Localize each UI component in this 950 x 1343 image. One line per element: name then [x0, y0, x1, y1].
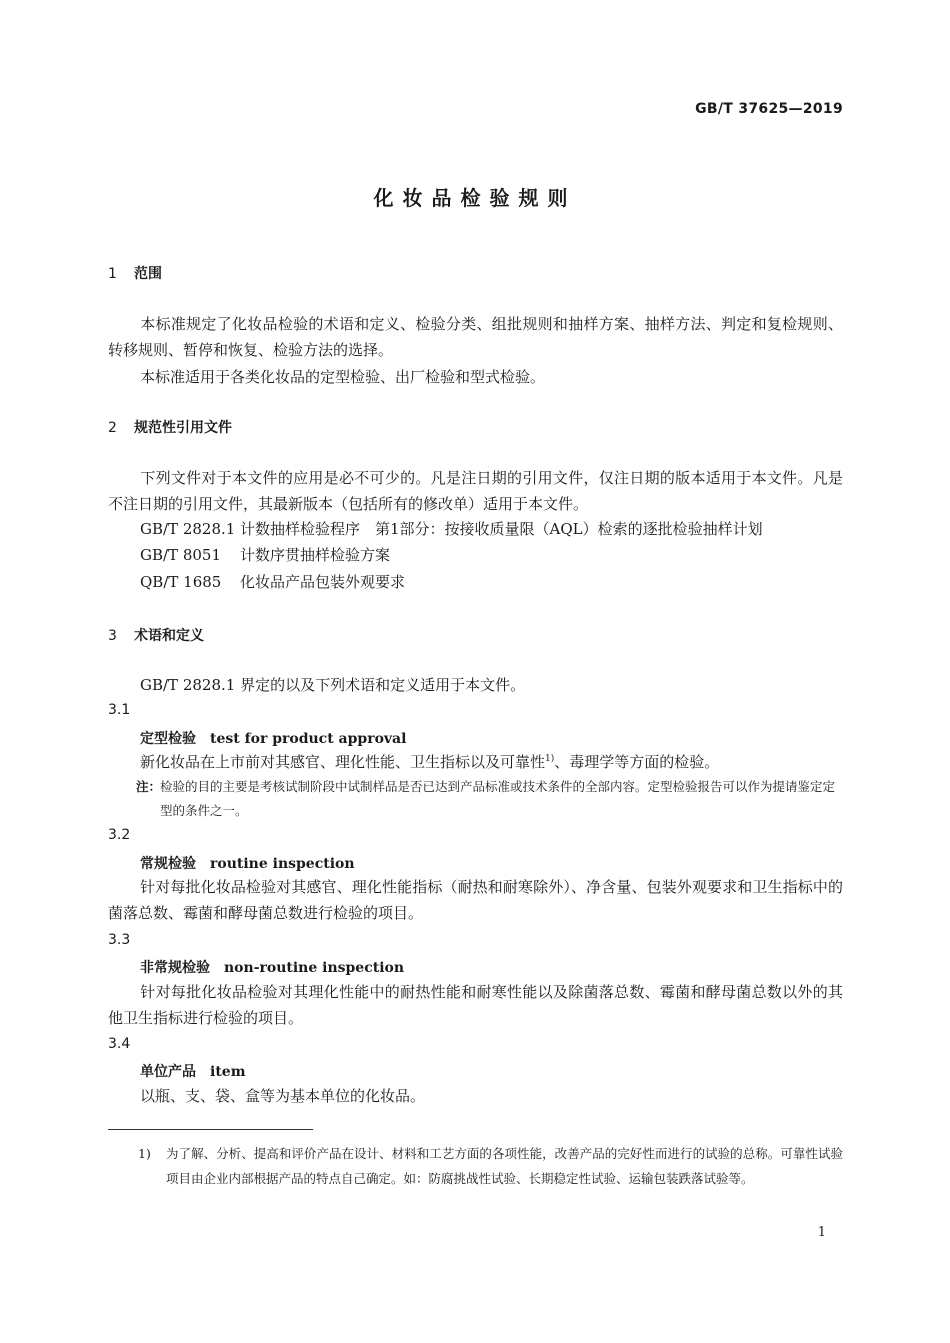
normative-reference — [140, 544, 390, 565]
term-en: item — [210, 1064, 246, 1080]
term-en: routine inspection — [210, 856, 355, 872]
reference-title: 计数序贯抽样检验方案 — [240, 546, 391, 564]
term-zh: 非常规检验 — [140, 960, 210, 976]
section-1-paragraph-1: 本标准规定了化妆品检验的术语和定义、检验分类、组批规则和抽样方案、抽样方法、判定和复检规则、转移规则、暂停和恢复、检验方法的选择。 — [108, 315, 843, 359]
section-1-paragraph-2: 本标准适用于各类化妆品的定型检验、出厂检验和型式检验。 — [140, 368, 546, 386]
term-en: test for product approval — [210, 731, 407, 747]
term-definition: 新化妆品在上市前对其感官、理化性能、卫生指标以及可靠性$^{1)}$、毒理学等方面的检验。 — [140, 753, 720, 771]
standard-code: GB/T 37625—2019 — [695, 101, 843, 117]
footnote-separator — [108, 1129, 313, 1130]
section-3-heading — [108, 625, 204, 645]
section-2-title: 规范性引用文件 — [134, 420, 232, 436]
section-2-heading — [108, 417, 232, 437]
reference-code: QB/T 1685 — [140, 573, 222, 591]
page-number: 1 — [817, 1225, 826, 1240]
section-1-title: 范围 — [134, 266, 162, 282]
term-zh: 单位产品 — [140, 1064, 196, 1080]
term-definition: 针对每批化妆品检验对其理化性能中的耐热性能和耐寒性能以及除菌落总数、霉菌和酵母菌总数以外的其他卫生指标进行检验的项目。 — [108, 983, 843, 1027]
term-heading — [140, 957, 404, 977]
note-text: 检验的目的主要是考核试制阶段中试制样品是否已达到产品标准或技术条件的全部内容。定型检验报告可以作为提请鉴定定型的条件之一。 — [160, 779, 836, 818]
section-2-paragraph-1: 下列文件对于本文件的应用是必不可少的。凡是注日期的引用文件，仅注日期的版本适用于本文件。凡是不注日期的引用文件，其最新版本（包括所有的修改单）适用于本文件。 — [108, 469, 843, 513]
section-1-heading — [108, 263, 162, 283]
footnote-number: 1) — [138, 1146, 151, 1161]
term-definition: 以瓶、支、袋、盒等为基本单位的化妆品。 — [140, 1087, 426, 1105]
note-label: 注： — [136, 779, 162, 794]
term-zh: 定型检验 — [140, 731, 196, 747]
term-en: non-routine inspection — [224, 960, 405, 976]
footnote-ref: 1) — [545, 754, 555, 764]
reference-code: GB/T 8051 — [140, 546, 222, 564]
normative-reference — [140, 518, 763, 539]
footnote-text: 为了解、分析、提高和评价产品在设计、材料和工艺方面的各项性能，改善产品的完好性而进行的试验的总称。可靠性试验项目由企业内部根据产品的特点自己确定。如：防腐挑战性试验、长期稳定性试验、运输包装跌落试验等。 — [166, 1146, 843, 1186]
term-number: 3.2 — [108, 827, 131, 843]
term-heading — [140, 1061, 246, 1081]
term-zh: 常规检验 — [140, 856, 196, 872]
section-3-number: 3 — [108, 628, 117, 644]
term-definition: 针对每批化妆品检验对其感官、理化性能指标（耐热和耐寒除外）、净含量、包装外观要求和卫生指标中的菌落总数、霉菌和酵母菌总数进行检验的项目。 — [108, 878, 843, 922]
reference-code: GB/T 2828.1 — [140, 520, 236, 538]
reference-title: 计数抽样检验程序 第1部分：按接收质量限（AQL）检索的逐批检验抽样计划 — [240, 520, 763, 538]
footnote — [108, 1141, 843, 1191]
section-3-title: 术语和定义 — [134, 628, 204, 644]
term-number: 3.3 — [108, 932, 131, 948]
term-number: 3.1 — [108, 702, 131, 718]
document-title: 化妆品检验规则 — [373, 186, 577, 210]
term-heading — [140, 728, 406, 748]
section-2-number: 2 — [108, 420, 117, 436]
term-note — [108, 775, 843, 823]
term-heading — [140, 853, 355, 873]
normative-reference — [140, 571, 405, 592]
section-3-intro: GB/T 2828.1 界定的以及下列术语和定义适用于本文件。 — [140, 676, 526, 694]
reference-title: 化妆品产品包装外观要求 — [240, 573, 406, 591]
section-1-number: 1 — [108, 266, 117, 282]
term-number: 3.4 — [108, 1036, 131, 1052]
